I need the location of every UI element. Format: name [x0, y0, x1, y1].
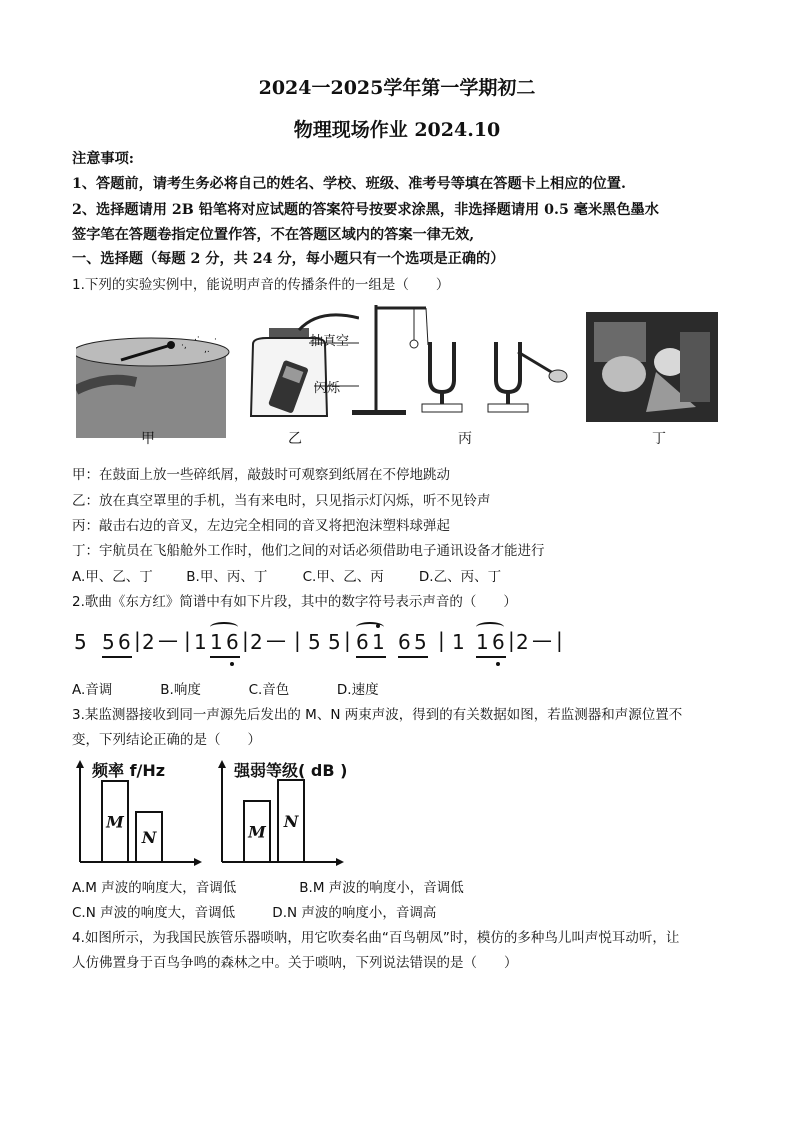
high-octave-dot — [376, 624, 380, 628]
svg-text:,.: ,. — [204, 345, 210, 355]
bar-line: | — [508, 628, 515, 652]
q1-line-yi: 乙：放在真空罩里的手机，当有来电时，只见指示灯闪烁，听不见铃声 — [72, 493, 491, 509]
q2-stem: 2.歌曲《东方红》简谱中有如下片段，其中的数字符号表示声音的（ ） — [72, 594, 517, 610]
q2-options — [72, 678, 732, 698]
bar-label-N: N — [141, 828, 157, 847]
x-axis-arrow — [336, 858, 344, 866]
bar-label-M: M — [248, 822, 266, 842]
section-1-heading: 一、选择题（每题 2 分，共 24 分，每小题只有一个选项是正确的） — [72, 251, 505, 267]
score-note: 1 — [372, 630, 385, 654]
q3-option-d: D.N 声波的响度小，音调高 — [272, 905, 437, 921]
notes-item-2a: 2、选择题请用 2B 铅笔将对应试题的答案符号按要求涂黑，非选择题请用 0.5 毫米黑色墨水 — [72, 202, 659, 218]
q1-option-c: C.甲、乙、丙 — [302, 569, 384, 585]
score-dash: — — [266, 628, 286, 652]
q1-option-a: A.甲、乙、丁 — [72, 569, 153, 585]
bar-line: | — [438, 628, 445, 652]
notes-item-2b: 签字笔在答题卷指定位置作答，不在答题区域内的答案一律无效, — [72, 227, 475, 243]
x-axis-arrow — [194, 858, 202, 866]
vacuum-jar-image — [239, 308, 359, 428]
svg-text:·: · — [214, 335, 217, 345]
q1-figure — [76, 300, 718, 448]
notes-heading: 注意事项: — [72, 151, 134, 167]
q3-option-a: A.M 声波的响度大，音调低 — [72, 880, 237, 896]
score-note: 5 — [328, 630, 341, 654]
label-vacuum: 抽真空 — [310, 334, 350, 349]
score-note: 6 — [492, 630, 505, 654]
q4-stem-a: 4.如图所示，为我国民族管乐器唢呐，用它吹奏名曲“百鸟朝凤”时，模仿的多种鸟儿叫声悦耳动听，让 — [72, 930, 680, 946]
score-note: 1 — [476, 630, 489, 654]
exam-title-line2: 物理现场作业 2024.10 — [293, 119, 501, 141]
q3-bar-charts — [72, 750, 392, 868]
astronaut-photo — [586, 312, 718, 422]
score-note: 1 — [194, 630, 207, 654]
tuning-fork-image — [346, 300, 576, 430]
bar-line: | — [184, 628, 191, 652]
q2-option-d: D.速度 — [336, 682, 379, 698]
q3-stem-b: 变，下列结论正确的是（ ） — [72, 732, 261, 748]
q2-option-a: A.音调 — [72, 682, 113, 698]
y-axis-arrow — [76, 760, 84, 768]
q4-stem-b: 人仿佛置身于百鸟争鸣的森林之中。关于唢呐，下列说法错误的是（ ） — [72, 955, 518, 971]
exam-title-line1: 2024一2025学年第一学期初二 — [258, 77, 536, 99]
q1-line-jia: 甲：在鼓面上放一些碎纸屑，敲鼓时可观察到纸屑在不停地跳动 — [72, 467, 450, 483]
score-note: 2 — [142, 630, 155, 654]
score-note: 5 — [414, 630, 427, 654]
underline-mark — [476, 656, 506, 658]
score-note: 2 — [250, 630, 263, 654]
label-ding: 丁 — [652, 431, 666, 447]
svg-text:·,: ·, — [181, 341, 187, 351]
axis-label: 强弱等级( dB ) — [234, 761, 348, 780]
score-note: 1 — [452, 630, 465, 654]
q3-options-row1 — [72, 876, 732, 896]
low-octave-dot — [496, 662, 500, 666]
bar-line: | — [134, 628, 141, 652]
label-flash: 闪烁 — [314, 381, 341, 396]
label-jia: 甲 — [141, 431, 155, 447]
q3-options-row2 — [72, 901, 732, 921]
score-note: 5 — [74, 630, 87, 654]
q1-line-ding: 丁：宇航员在飞船舱外工作时，他们之间的对话必须借助电子通讯设备才能进行 — [72, 543, 545, 559]
bar-line: | — [242, 628, 249, 652]
bar-line: | — [556, 628, 563, 652]
score-note: 5 — [308, 630, 321, 654]
underline-mark — [356, 656, 386, 658]
notes-item-1: 1、答题前，请考生务必将自己的姓名、学校、班级、准考号等填在答题卡上相应的位置. — [72, 176, 626, 192]
q2-option-b: B.响度 — [160, 682, 201, 698]
q2-option-c: C.音色 — [248, 682, 290, 698]
svg-text:.·: .· — [194, 333, 200, 343]
label-bing: 丙 — [458, 431, 472, 447]
q3-stem-a: 3.某监测器接收到同一声源先后发出的 M、N 两束声波，得到的有关数据如图，若监测器和声源位置不 — [72, 707, 683, 723]
drum-experiment-image — [76, 320, 236, 440]
score-note: 6 — [118, 630, 131, 654]
score-note: 6 — [226, 630, 239, 654]
score-note: 6 — [356, 630, 369, 654]
axis-label: 频率 f/Hz — [92, 761, 166, 780]
bar-label-N: N — [283, 812, 299, 831]
label-yi: 乙 — [288, 431, 302, 447]
music-score — [72, 612, 572, 668]
underline-mark — [102, 656, 132, 658]
score-dash: — — [532, 628, 552, 652]
underline-mark — [210, 656, 240, 658]
bar-line: | — [344, 628, 351, 652]
score-dash: — — [158, 628, 178, 652]
underline-mark — [398, 656, 428, 658]
q1-option-b: B.甲、丙、丁 — [186, 569, 268, 585]
q3-option-b: B.M 声波的响度小，音调低 — [299, 880, 464, 896]
q1-line-bing: 丙：敲击右边的音叉，左边完全相同的音叉将把泡沫塑料球弹起 — [72, 518, 450, 534]
score-note: 2 — [516, 630, 529, 654]
q1-option-d: D.乙、丙、丁 — [418, 569, 502, 585]
score-note: 6 — [398, 630, 411, 654]
q3-option-c: C.N 声波的响度大，音调低 — [72, 905, 236, 921]
bar-line: | — [294, 628, 301, 652]
score-note: 5 — [102, 630, 115, 654]
score-note: 1 — [210, 630, 223, 654]
y-axis-arrow — [218, 760, 226, 768]
q1-options — [72, 565, 732, 585]
q1-stem: 1.下列的实验实例中，能说明声音的传播条件的一组是（ ） — [72, 277, 450, 293]
low-octave-dot — [230, 662, 234, 666]
bar-label-M: M — [106, 812, 124, 832]
